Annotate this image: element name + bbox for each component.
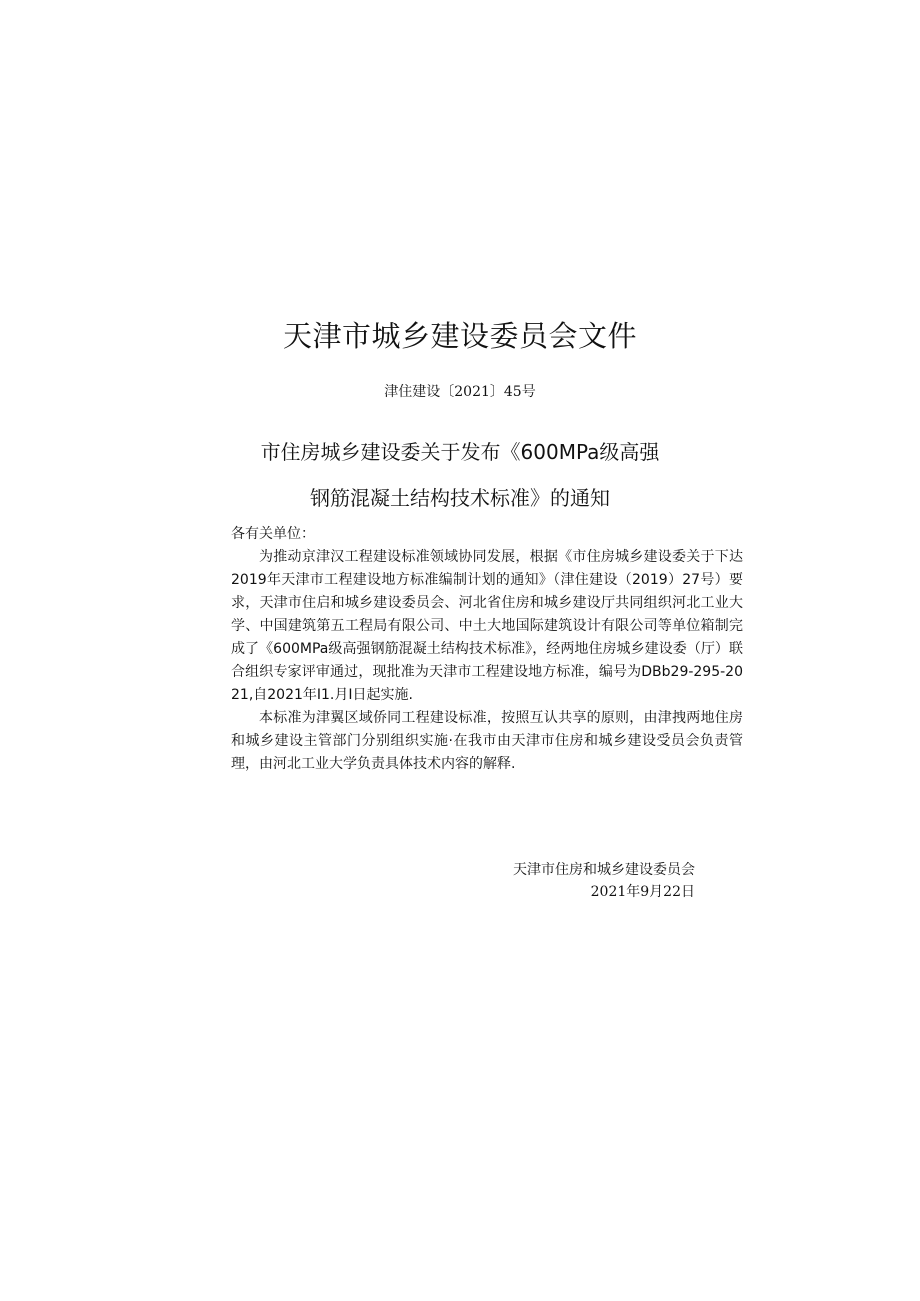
notice-title-line-2: 钢筋混凝土结构技术标准》的通知	[310, 486, 610, 510]
signature-organization: 天津市住房和城乡建设委员会	[513, 862, 695, 878]
notice-body	[231, 523, 743, 776]
document-number: 津住建设〔2021〕45号	[384, 384, 536, 400]
signature-block	[460, 859, 695, 903]
notice-title-line-1: 市住房城乡建设委关于发布《600MPa级高强	[260, 440, 660, 464]
body-paragraph-1: 为推动京津汉工程建设标准领域协同发展，根据《市住房城乡建设委关于下达2019年天津市工程建设地方标准编制计划的通知》（津住建设（2019）27号）要求，天津市住启和城乡建设委员会、河北省住房和城乡建设厅共同组织河北工业大学、中国建筑第五工程局有限公司、中土大地国际建筑设计有限公司等单位箱制完成了《600MPa级高强钢筋混凝土结构技术标准》，经两地住房城乡建设委（厅）联合组织专家评审通过，现批准为天津市工程建设地方标准，编号为DBb29-295-2021,自2021年I1.月I日起实施.	[231, 549, 743, 703]
document-title: 天津市城乡建设委员会文件	[282, 319, 637, 353]
signature-date: 2021年9月22日	[590, 884, 695, 900]
body-paragraph-2: 本标准为津翼区域侨同工程建设标准，按照互认共享的原则，由津拽两地住房和城乡建设主管部门分别组织实施·在我市由天津市住房和城乡建设受员会负责管理，由河北工业大学负责具体技术内容的解释.	[231, 710, 743, 772]
salutation: 各有关单位：	[231, 526, 315, 542]
